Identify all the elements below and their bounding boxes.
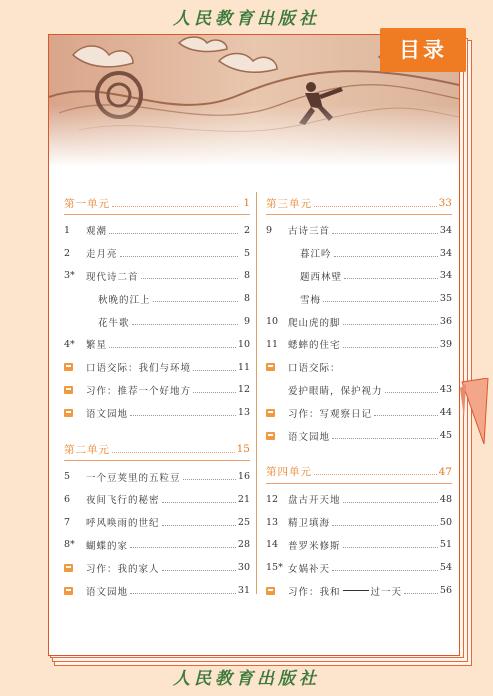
activity-icon bbox=[64, 409, 73, 417]
leader-dots bbox=[343, 502, 438, 503]
toc-subentry[interactable] bbox=[64, 310, 250, 333]
entry-title: 第一单元 bbox=[64, 197, 110, 210]
leader-dots bbox=[332, 438, 438, 439]
toc-activity[interactable] bbox=[266, 356, 452, 379]
entry-title: 一个豆荚里的五粒豆 bbox=[86, 472, 181, 484]
toc-entry[interactable] bbox=[266, 310, 452, 333]
leader-dots bbox=[162, 525, 236, 526]
activity-icon bbox=[266, 587, 275, 595]
entry-title: 爬山虎的脚 bbox=[288, 317, 341, 329]
lesson-number: 7 bbox=[64, 516, 71, 528]
leader-dots bbox=[332, 525, 438, 526]
toc-activity[interactable] bbox=[266, 424, 452, 447]
entry-title: 精卫填海 bbox=[288, 518, 331, 530]
leader-dots bbox=[314, 474, 437, 475]
leader-dots bbox=[109, 233, 238, 234]
leader-dots bbox=[344, 278, 438, 279]
leader-dots bbox=[332, 233, 438, 234]
activity-icon bbox=[266, 409, 275, 417]
page-number: 8 bbox=[243, 293, 250, 305]
leader-dots bbox=[183, 479, 236, 480]
activity-icon bbox=[64, 587, 73, 595]
leader-dots bbox=[343, 324, 438, 325]
lesson-number: 3* bbox=[64, 270, 75, 282]
entry-title: 暮江吟 bbox=[300, 249, 332, 261]
page-number: 11 bbox=[237, 361, 250, 373]
page-number: 45 bbox=[439, 430, 452, 442]
lesson-number: 12 bbox=[266, 493, 279, 505]
publisher-header: 人民教育出版社 bbox=[173, 9, 320, 29]
leader-dots bbox=[193, 392, 236, 393]
leader-dots bbox=[153, 301, 238, 302]
entry-title: 语文园地 bbox=[86, 586, 129, 598]
ribbon-bookmark bbox=[458, 378, 493, 448]
leader-dots bbox=[323, 301, 438, 302]
toc-subentry[interactable] bbox=[266, 379, 452, 402]
fill-in-blank bbox=[343, 590, 369, 591]
toc-entry[interactable] bbox=[64, 465, 250, 488]
page-number: 5 bbox=[243, 247, 250, 259]
toc-entry[interactable] bbox=[64, 488, 250, 511]
entry-title: 第四单元 bbox=[266, 466, 312, 479]
page-number: 12 bbox=[237, 384, 250, 396]
leader-dots bbox=[314, 206, 437, 207]
page-number: 43 bbox=[439, 384, 452, 396]
activity-icon bbox=[64, 386, 73, 394]
page-number: 31 bbox=[237, 585, 250, 597]
toc-entry[interactable] bbox=[266, 511, 452, 534]
toc-activity[interactable] bbox=[64, 401, 250, 424]
toc-activity[interactable] bbox=[64, 556, 250, 579]
lesson-number: 5 bbox=[64, 471, 71, 483]
leader-dots bbox=[385, 392, 438, 393]
page-number: 36 bbox=[439, 316, 452, 328]
entry-title: 习作：写观察日记 bbox=[288, 408, 373, 420]
leader-dots bbox=[120, 256, 238, 257]
publisher-footer: 人民教育出版社 bbox=[173, 669, 320, 689]
toc-subentry[interactable] bbox=[266, 242, 452, 265]
leader-dots bbox=[193, 370, 236, 371]
toc-subentry[interactable] bbox=[266, 265, 452, 288]
toc-entry[interactable] bbox=[266, 488, 452, 511]
entry-title: 雪梅 bbox=[300, 294, 322, 306]
leader-dots bbox=[141, 278, 238, 279]
leader-dots bbox=[332, 570, 438, 571]
toc-entry[interactable] bbox=[64, 534, 250, 557]
leader-dots bbox=[130, 593, 236, 594]
column-divider bbox=[256, 192, 257, 594]
page-number: 50 bbox=[439, 516, 452, 528]
entry-title: 夜间飞行的秘密 bbox=[86, 495, 160, 507]
entry-title: 繁星 bbox=[86, 340, 108, 352]
page-number: 10 bbox=[237, 338, 250, 350]
activity-icon bbox=[266, 363, 275, 371]
leader-dots bbox=[334, 256, 438, 257]
page-number: 16 bbox=[237, 471, 250, 483]
unit-heading[interactable] bbox=[266, 192, 452, 215]
activity-icon bbox=[64, 363, 73, 371]
lesson-number: 6 bbox=[64, 493, 71, 505]
lesson-number: 8* bbox=[64, 539, 75, 551]
leader-dots bbox=[109, 347, 236, 348]
leader-dots bbox=[112, 206, 238, 207]
leader-dots bbox=[343, 547, 438, 548]
lesson-number: 14 bbox=[266, 539, 279, 551]
page-number: 34 bbox=[439, 224, 452, 236]
lesson-number: 11 bbox=[266, 338, 279, 350]
page-number: 1 bbox=[243, 197, 250, 209]
leader-dots bbox=[132, 324, 238, 325]
section-gap bbox=[64, 424, 250, 438]
entry-title: 呼风唤雨的世纪 bbox=[86, 518, 160, 530]
page-number: 54 bbox=[439, 562, 452, 574]
page-number: 48 bbox=[439, 493, 452, 505]
lesson-number: 9 bbox=[266, 224, 273, 236]
entry-title: 现代诗二首 bbox=[86, 271, 139, 283]
leader-dots bbox=[112, 452, 235, 453]
unit-heading[interactable] bbox=[64, 192, 250, 215]
toc-subentry[interactable] bbox=[64, 287, 250, 310]
activity-icon bbox=[266, 432, 275, 440]
page-number: 34 bbox=[439, 247, 452, 259]
entry-title: 第二单元 bbox=[64, 443, 110, 456]
lesson-number: 10 bbox=[266, 316, 279, 328]
page-number: 39 bbox=[439, 338, 452, 350]
section-gap bbox=[266, 447, 452, 461]
entry-title: 蝴蝶的家 bbox=[86, 540, 129, 552]
entry-title: 口语交际： bbox=[288, 363, 341, 375]
entry-title: 语文园地 bbox=[86, 408, 129, 420]
page-number: 56 bbox=[439, 585, 452, 597]
toc-entry[interactable] bbox=[64, 242, 250, 265]
leader-dots bbox=[130, 547, 236, 548]
page-number: 2 bbox=[243, 224, 250, 236]
entry-title: 第三单元 bbox=[266, 197, 312, 210]
entry-title: 普罗米修斯 bbox=[288, 540, 341, 552]
entry-title: 爱护眼睛，保护视力 bbox=[288, 385, 383, 397]
page-number: 33 bbox=[438, 197, 452, 209]
entry-title: 题西林壁 bbox=[300, 271, 343, 283]
page-number: 9 bbox=[243, 316, 250, 328]
toc-column-right bbox=[266, 192, 452, 602]
toc-activity[interactable] bbox=[266, 579, 452, 602]
lesson-number: 4* bbox=[64, 338, 75, 350]
leader-dots bbox=[130, 415, 236, 416]
toc-activity[interactable] bbox=[64, 579, 250, 602]
banner-fade bbox=[49, 105, 459, 167]
entry-title: 女娲补天 bbox=[288, 563, 331, 575]
page-number: 47 bbox=[438, 465, 452, 478]
toc-entry[interactable] bbox=[64, 219, 250, 242]
toc-entry[interactable] bbox=[266, 219, 452, 242]
toc-entry[interactable] bbox=[266, 556, 452, 579]
toc-entry[interactable] bbox=[64, 511, 250, 534]
leader-dots bbox=[374, 415, 438, 416]
page-number: 15 bbox=[236, 443, 250, 456]
leader-dots bbox=[162, 502, 236, 503]
leader-dots bbox=[162, 570, 236, 571]
entry-title: 花牛歌 bbox=[98, 317, 130, 329]
entry-title: 习作：推荐一个好地方 bbox=[86, 385, 192, 397]
page-number: 34 bbox=[439, 270, 452, 282]
leader-dots bbox=[343, 347, 438, 348]
unit-heading[interactable] bbox=[266, 461, 452, 484]
toc-subentry[interactable] bbox=[266, 287, 452, 310]
page-number: 8 bbox=[243, 270, 250, 282]
toc-activity[interactable] bbox=[64, 379, 250, 402]
toc-entry[interactable] bbox=[64, 265, 250, 288]
entry-title: 习作：我的家人 bbox=[86, 563, 160, 575]
page-number: 30 bbox=[237, 562, 250, 574]
lesson-number: 2 bbox=[64, 247, 71, 259]
lesson-number: 15* bbox=[266, 562, 283, 574]
entry-title: 观潮 bbox=[86, 226, 108, 238]
toc-activity[interactable] bbox=[266, 401, 452, 424]
lesson-number: 13 bbox=[266, 516, 279, 528]
toc-entry[interactable] bbox=[64, 333, 250, 356]
page-number: 51 bbox=[439, 539, 452, 551]
leader-dots bbox=[404, 593, 438, 594]
entry-title: 古诗三首 bbox=[288, 226, 331, 238]
toc-entry[interactable] bbox=[266, 333, 452, 356]
page-number: 13 bbox=[237, 407, 250, 419]
toc-column-left bbox=[64, 192, 250, 602]
page-number: 25 bbox=[237, 516, 250, 528]
entry-title: 盘古开天地 bbox=[288, 495, 341, 507]
entry-title: 习作：我和 bbox=[288, 586, 341, 598]
unit-heading[interactable] bbox=[64, 438, 250, 461]
lesson-number: 1 bbox=[64, 224, 71, 236]
page-number: 44 bbox=[439, 407, 452, 419]
activity-icon bbox=[64, 564, 73, 572]
toc-activity[interactable] bbox=[64, 356, 250, 379]
entry-title: 口语交际：我们与环境 bbox=[86, 363, 192, 375]
page-number: 28 bbox=[237, 539, 250, 551]
page-number: 35 bbox=[439, 293, 452, 305]
entry-title: 秋晚的江上 bbox=[98, 294, 151, 306]
entry-title: 蟋蟀的住宅 bbox=[288, 340, 341, 352]
entry-title-end: 过一天 bbox=[370, 586, 403, 598]
page-number: 21 bbox=[237, 493, 250, 505]
entry-title: 走月亮 bbox=[86, 249, 118, 261]
toc-entry[interactable] bbox=[266, 534, 452, 557]
entry-title: 语文园地 bbox=[288, 431, 331, 443]
contents-tab: 目录 bbox=[380, 28, 466, 72]
